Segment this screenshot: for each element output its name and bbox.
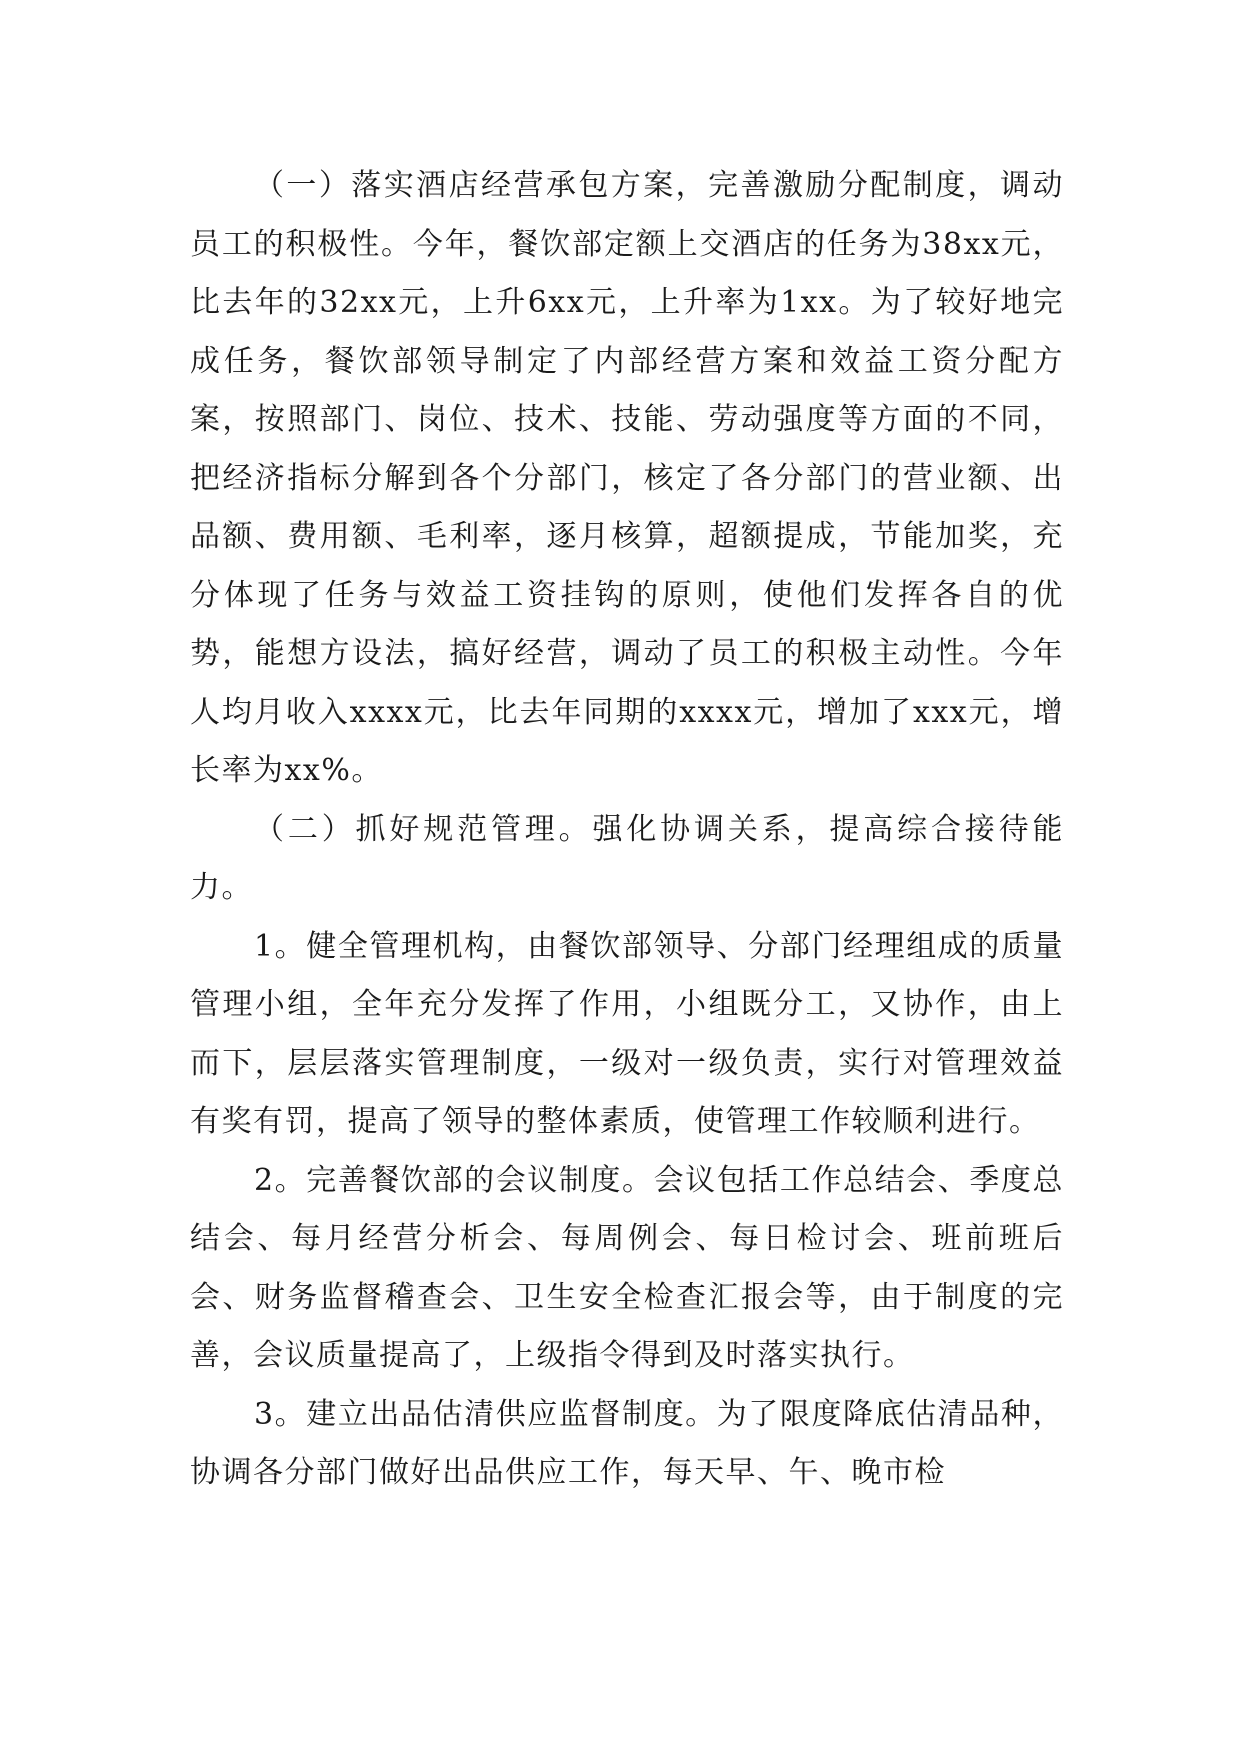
paragraph-5: 3。建立出品估清供应监督制度。为了限度降底估清品种，协调各分部门做好出品供应工作，每天早、午、晚市检: [190, 1396, 1064, 1490]
paragraph-3: 1。健全管理机构，由餐饮部领导、分部门经理组成的质量管理小组，全年充分发挥了作用，小组既分工，又协作，由上而下，层层落实管理制度，一级对一级负责，实行对管理效益有奖有罚，提高了领导的整体素质，使管理工作较顺利进行。: [190, 928, 1064, 1139]
paragraph-2: （二）抓好规范管理。强化协调关系，提高综合接待能力。: [190, 811, 1064, 905]
paragraph-1: （一）落实酒店经营承包方案，完善激励分配制度，调动员工的积极性。今年，餐饮部定额上交酒店的任务为38xx元，比去年的32xx元，上升6xx元，上升率为1xx。为了较好地完成任务，餐饮部领导制定了内部经营方案和效益工资分配方案，按照部门、岗位、技术、技能、劳动强度等方面的不同，把经济指标分解到各个分部门，核定了各分部门的营业额、出品额、费用额、毛利率，逐月核算，超额提成，节能加奖，充分体现了任务与效益工资挂钩的原则，使他们发挥各自的优势，能想方设法，搞好经营，调动了员工的积极主动性。今年人均月收入xxxx元，比去年同期的xxxx元，增加了xxx元，增长率为xx%。: [190, 168, 1064, 788]
document-body: [190, 157, 1064, 1503]
paragraph-4: 2。完善餐饮部的会议制度。会议包括工作总结会、季度总结会、每月经营分析会、每周例会、每日检讨会、班前班后会、财务监督稽查会、卫生安全检查汇报会等，由于制度的完善，会议质量提高了，上级指令得到及时落实执行。: [190, 1162, 1064, 1373]
